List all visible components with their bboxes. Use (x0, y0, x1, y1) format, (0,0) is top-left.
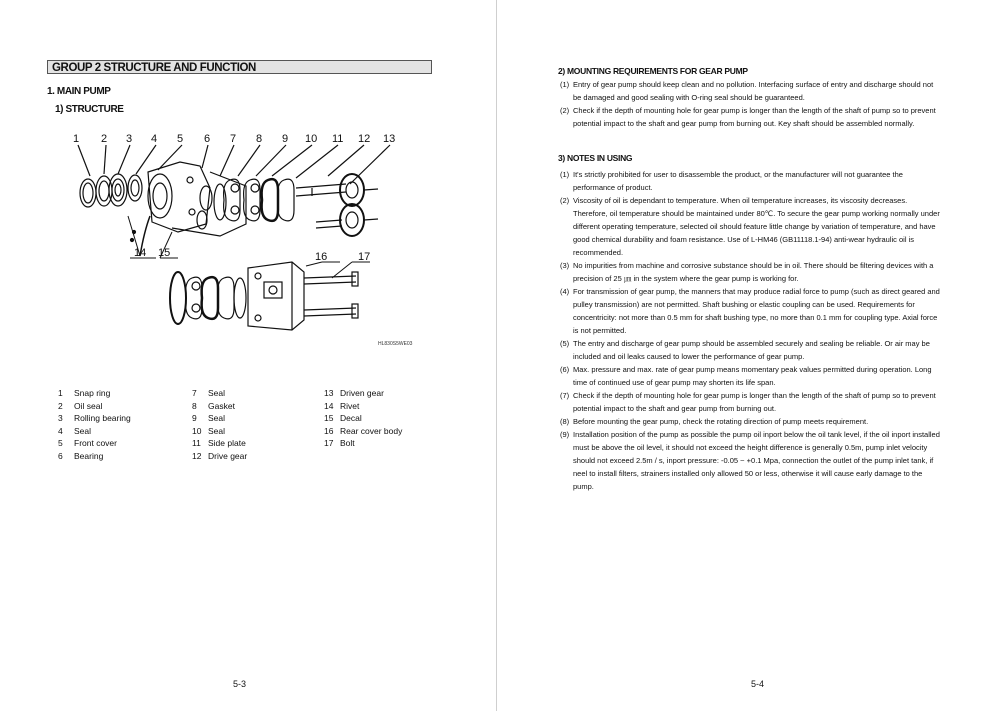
callout-14: 14 (134, 247, 147, 259)
parts-list-col-2 (192, 387, 247, 462)
figure-code: HL830S5WE03 (378, 341, 413, 347)
callout-17: 17 (358, 251, 371, 263)
callout-6: 6 (204, 133, 211, 145)
part-row: 2 Oil seal (58, 400, 103, 411)
list-item: (1) It's strictly prohibited for user to disassemble the product, or the manufacturer will not guarantee the performance of product. (560, 170, 903, 192)
callout-5: 5 (177, 133, 184, 145)
callout-4: 4 (151, 133, 158, 145)
part-row: 13 Driven gear (324, 388, 384, 398)
part-row: 7 Seal (192, 388, 226, 398)
callout-15: 15 (158, 247, 171, 259)
section-notes-title: 3) NOTES IN USING (558, 153, 633, 163)
part-row: 16 Rear cover body (324, 425, 403, 436)
list-item: (9) Installation position of the pump as possible the pump oil inport below the oil tank level, if the oil inport installed must be above the oil level, it should not exceed the height difference is generally 0.5m, pump inlet velocity should not exceed 2.5m / s, inport pressure: -0.05 ~ +0.1 Mpa, connection the outlet of the pump inlet tank, if neel to install filters, strainers installed only allowed 50 or less, otherwise it will cause early damage to the pump. (560, 430, 940, 491)
part-row: 15 Decal (324, 413, 362, 423)
part-row: 11 Side plate (192, 438, 246, 448)
callout-12: 12 (358, 133, 371, 145)
callout-3: 3 (126, 133, 133, 145)
list-item: (6) Max. pressure and max. rate of gear pump means momentary peak values permitted during operation. Long time of continued use of gear pump may shorten its life span. (560, 365, 932, 387)
callout-9: 9 (282, 133, 289, 145)
callout-2: 2 (101, 133, 108, 145)
page-divider (496, 0, 497, 711)
list-item: (7) Check if the depth of mounting hole for gear pump is longer than the length of the shaft of pump so to prevent potential impact to the shaft and gear pump from burning out. (560, 391, 936, 413)
part-row: 8 Gasket (192, 400, 235, 411)
exploded-pump-diagram (60, 128, 430, 358)
notes-in-using-list (560, 168, 940, 493)
list-item: (3) No impurities from machine and corrosive substance should be in oil. There should be filtering devices with a precision of 25 ㎛ in the system where the gear pump is working for. (560, 261, 934, 283)
part-row: 14 Rivet (324, 400, 360, 411)
callout-11: 11 (332, 133, 344, 145)
heading-main-pump: 1. MAIN PUMP (47, 86, 111, 97)
callout-7: 7 (230, 133, 237, 145)
group-title: GROUP 2 STRUCTURE AND FUNCTION (47, 60, 432, 74)
part-row: 5 Front cover (58, 438, 117, 448)
callout-8: 8 (256, 133, 263, 145)
callout-13: 13 (383, 133, 396, 145)
page-number-right: 5-4 (751, 679, 765, 689)
parts-list-col-3 (324, 387, 402, 450)
list-item: (1) Entry of gear pump should keep clean and no pollution. Interfacing surface of entry and discharge should not be damaged and good sealing with O-ring seal should be guaranteed. (560, 80, 934, 102)
mounting-requirements-list (560, 78, 940, 130)
list-item: (4) For transmission of gear pump, the manners that may produce radial force to pump (such as direct geared and pulley transmission) are not permitted. Shaft bushing or elastic coupling can be used. Requirements for concentricity: not more than 0.5 mm for shaft bushing type, no more than 0.1 mm for coupling type. Axial force is not permitted. (560, 287, 940, 335)
callout-10: 10 (305, 133, 318, 145)
section-mounting-title: 2) MOUNTING REQUIREMENTS FOR GEAR PUMP (558, 66, 748, 76)
list-item: (8) Before mounting the gear pump, check the rotating direction of pump meets requirement. (560, 417, 869, 426)
list-item: (5) The entry and discharge of gear pump should be assembled securely and sealing be reliable. Or air may be included and oil leaks caused to lower the performance of gear pump. (560, 339, 930, 361)
part-row: 10 Seal (192, 425, 226, 436)
part-row: 17 Bolt (324, 438, 355, 448)
part-row: 9 Seal (192, 413, 226, 423)
page-number-left: 5-3 (233, 679, 247, 689)
heading-structure: 1) STRUCTURE (55, 104, 124, 115)
parts-list-col-1 (58, 387, 131, 462)
part-row: 3 Rolling bearing (58, 413, 131, 423)
part-row: 4 Seal (58, 425, 92, 436)
list-item: (2) Viscosity of oil is dependant to temperature. When oil temperature increases, its viscosity decreases. Therefore, oil temperature should be maintained under 80℃. To secure the gear pump working normally under different operating temperature, selected oil should feature little change by variation of temperature, and have good chemical durability and foam resistance. Use of L-HM46 (GB11118.1-94) anti-wear hydraulic oil is recommended. (560, 196, 940, 257)
callout-1: 1 (73, 133, 80, 145)
part-row: 6 Bearing (58, 450, 104, 461)
list-item: (2) Check if the depth of mounting hole for gear pump is longer than the length of the shaft of pump so to prevent potential impact to the shaft and gear pump from burning out. Key shaft should be assembled normally. (560, 106, 936, 128)
part-row: 12 Drive gear (192, 450, 248, 461)
callout-16: 16 (315, 251, 328, 263)
part-row: 1 Snap ring (58, 388, 111, 398)
